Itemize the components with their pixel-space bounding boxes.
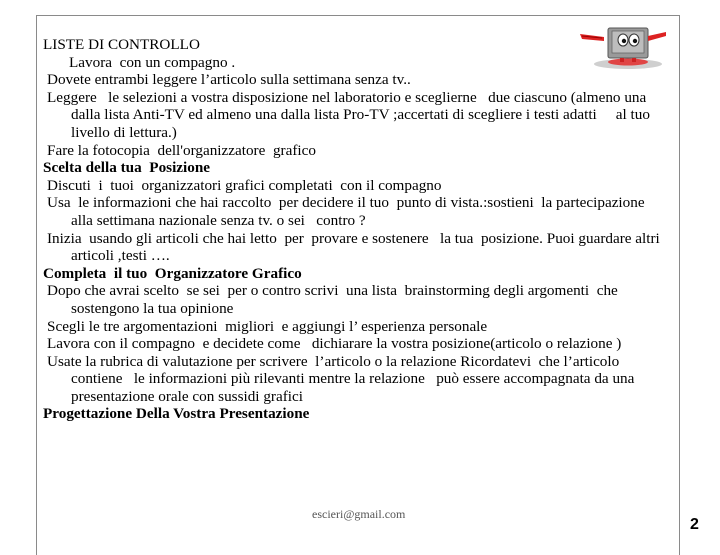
checklist-line: Completa il tuo Organizzatore Grafico: [43, 264, 302, 282]
page-title: LISTE DI CONTROLLO: [43, 36, 200, 53]
checklist-line: Usate la rubrica di valutazione per scrivere l’articolo o la relazione Ricordatevi che l’articolo contiene le informazioni più rilevanti mentre la relazione può essere accompagnata da una presentazione orale con sussidi grafici: [47, 352, 639, 405]
checklist-line: Usa le informazioni che hai raccolto per decidere il tuo punto di vista.:sostieni la partecipazione alla settimana nazionale senza tv. o sei contro ?: [47, 194, 653, 229]
checklist-line: Scelta della tua Posizione: [43, 159, 211, 177]
checklist-line: Dopo che avrai scelto se sei per o contro scrivi una lista brainstorming degli argomenti che sostengono la tua opinione: [47, 282, 622, 317]
checklist-line: Dovete entrambi leggere l’articolo sulla settimana senza tv..: [47, 71, 411, 89]
checklist-line: Discuti i tuoi organizzatori grafici completati con il compagno: [47, 176, 442, 194]
page-number: 2: [690, 516, 699, 533]
footer-email: escieri@gmail.com: [312, 507, 406, 521]
checklist-line: Leggere le selezioni a vostra disposizione nel laboratorio e sceglierne due ciascuno (almeno una dalla lista Anti-TV ed almeno una dalla lista Pro-TV ;accertati di sceglierе i testi adatti al tuo livello di lettura.): [47, 88, 658, 141]
checklist-lines: [43, 54, 673, 423]
checklist-line: Inizia usando gli articoli che hai letto per provare e sostenere la tua posizione. Puoi guardare altri articoli ,testi ….: [47, 229, 664, 265]
checklist-line: Lavora con il compagno e decidete come dichiarare la vostra posizione(articolo o relazione ): [47, 335, 622, 353]
checklist-line: Lavora con un compagno .: [69, 53, 236, 71]
checklist-line: Progettazione Della Vostra Presentazione: [43, 405, 310, 423]
checklist-line: Fare la fotocopia dell'organizzatore grafico: [47, 141, 316, 159]
checklist-content: [43, 36, 673, 423]
checklist-line: Scegli le tre argomentazioni migliori e aggiungi l’ esperienza personale: [47, 317, 488, 335]
